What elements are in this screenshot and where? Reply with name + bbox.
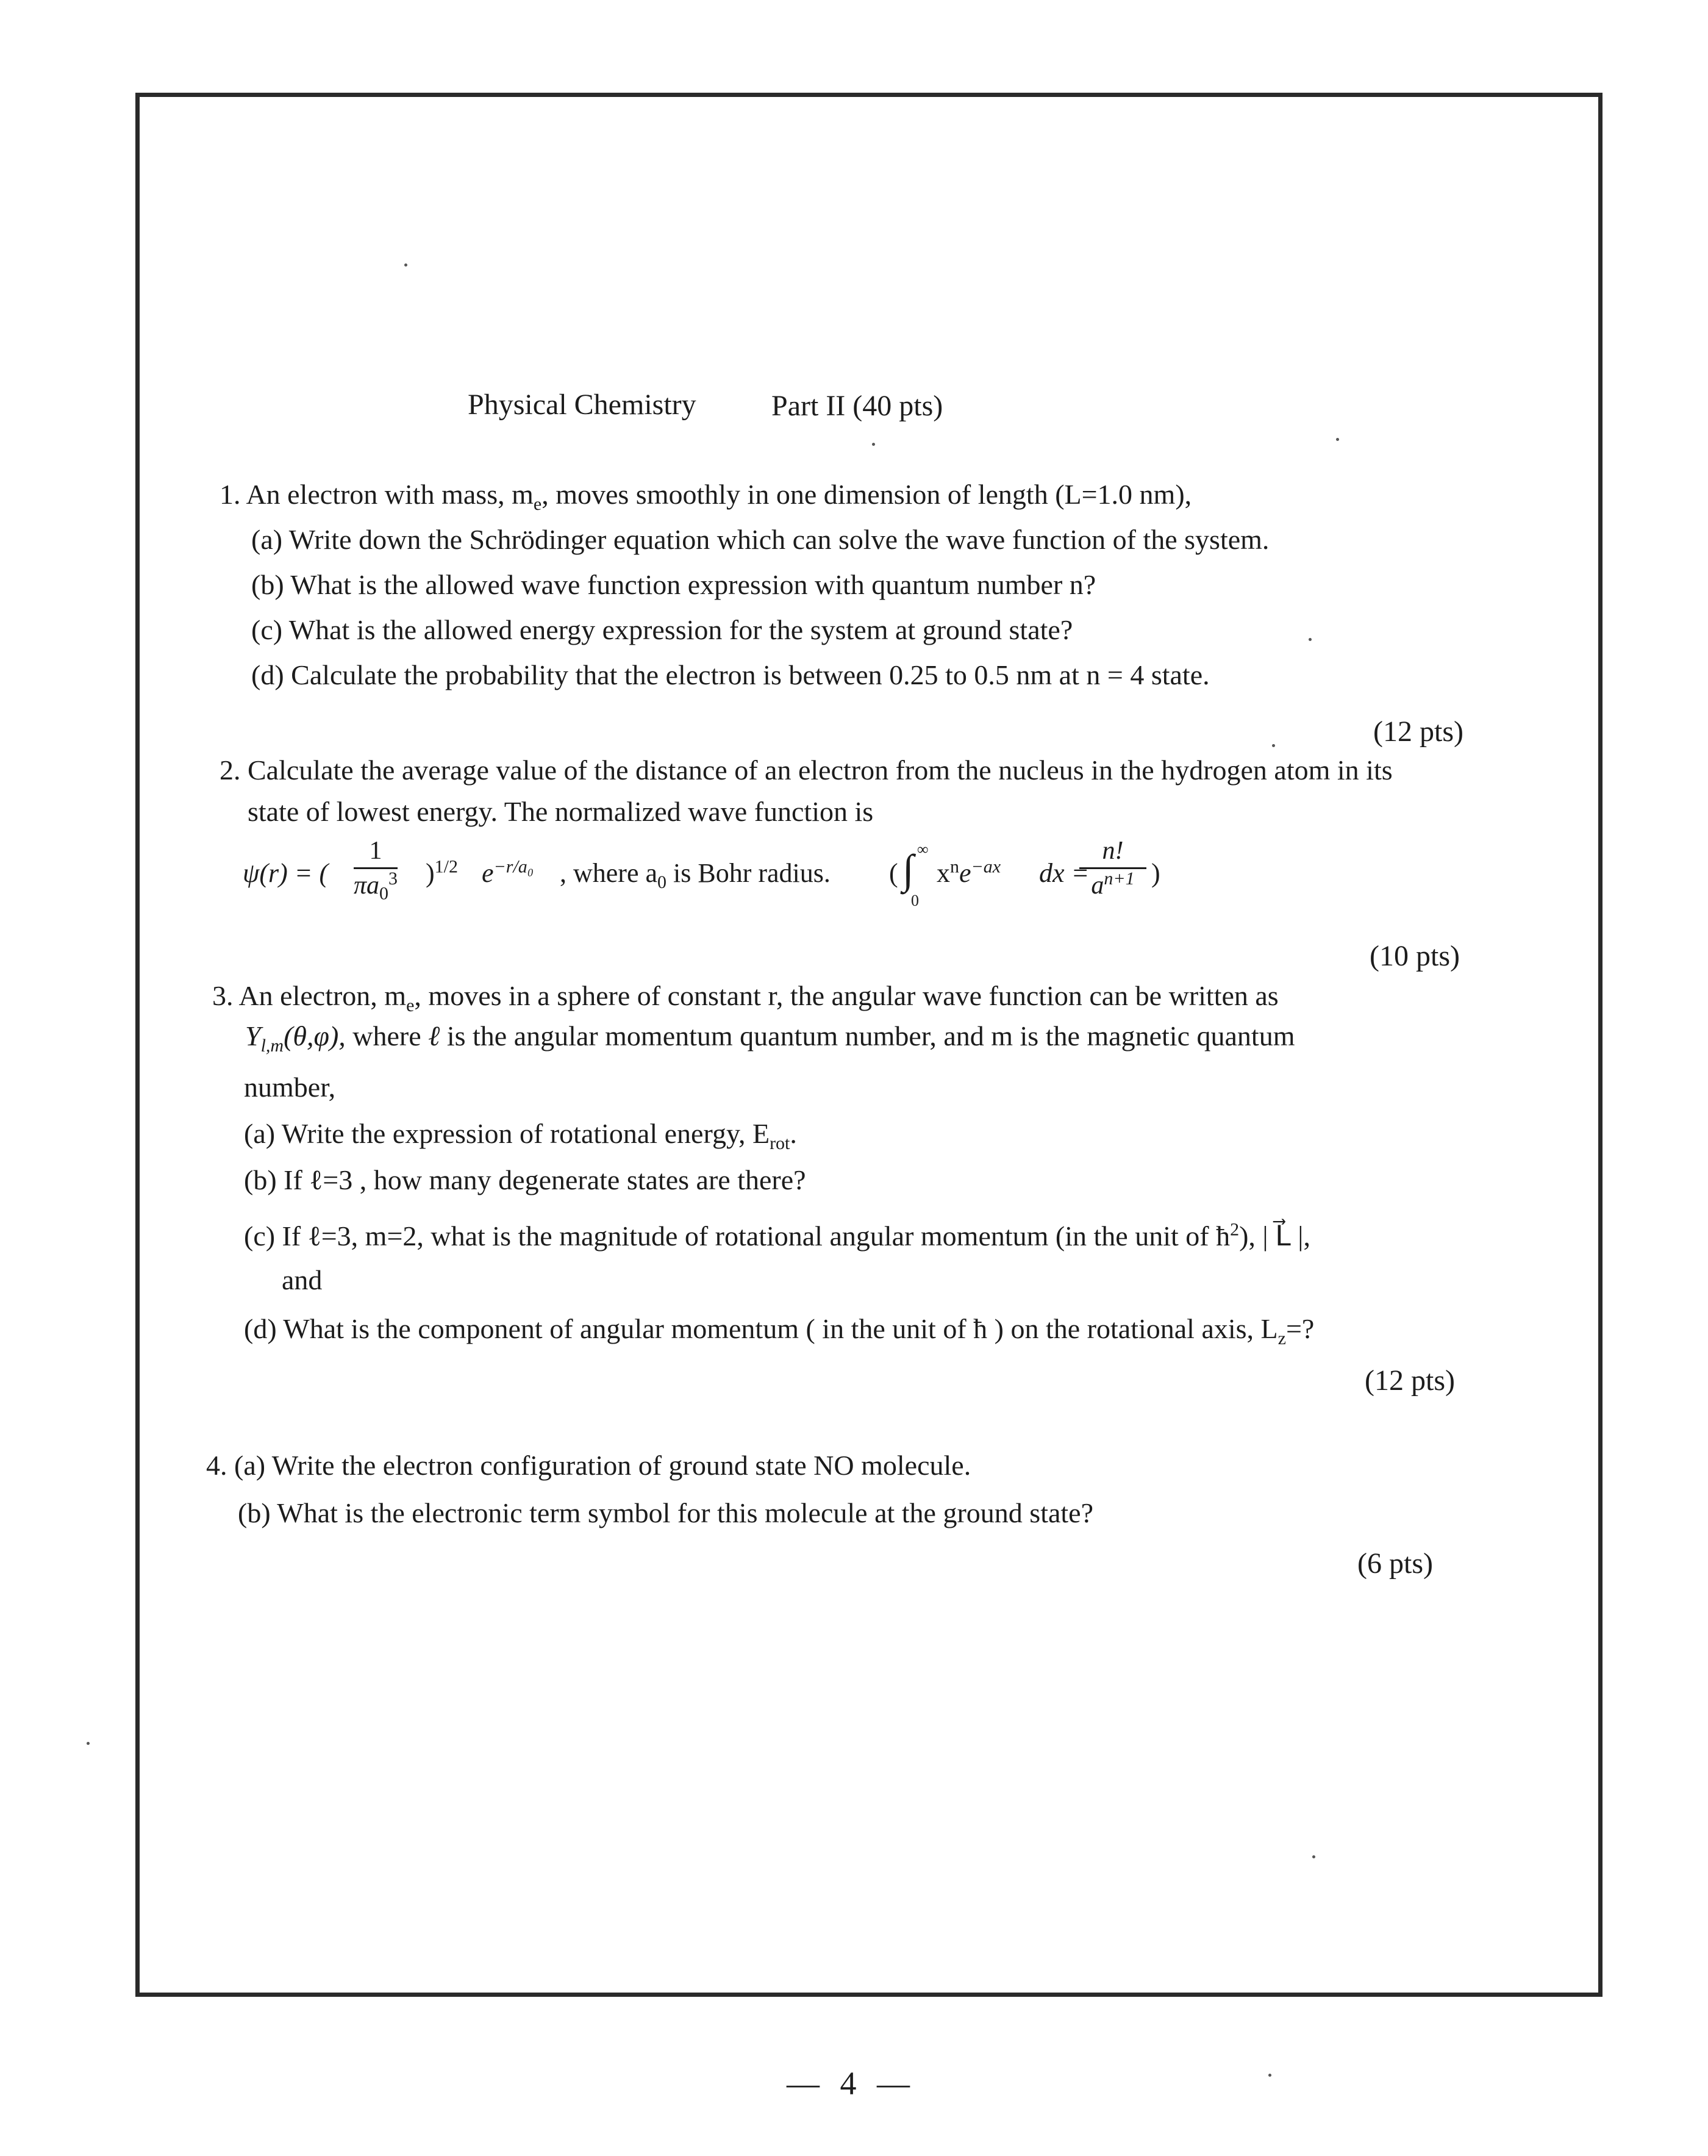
q1-points: (12 pts) — [1373, 715, 1463, 748]
scan-speck — [1268, 2074, 1271, 2077]
integral-lower-limit: 0 — [911, 892, 919, 909]
q1-part-b: (b) What is the allowed wave function expression with quantum number n? — [251, 569, 1096, 600]
formula-lhs: ψ(r) = ( — [243, 858, 329, 888]
formula-where: , where $a_0$ is Bohr radius. — [560, 858, 831, 892]
q4-points: (6 pts) — [1357, 1547, 1433, 1580]
q4-part-a: 4. (a) Write the electron configuration of ground state NO molecule. — [206, 1450, 971, 1481]
formula-exponential: $e^{-r/a_0}$ — [482, 856, 534, 888]
scan-speck — [1336, 438, 1339, 441]
q3-part-b: (b) If ℓ=3 , how many degenerate states are there? — [244, 1164, 806, 1195]
q3-line-3: number, — [244, 1072, 336, 1103]
page-number: — 4 — — [787, 2065, 916, 2102]
integral-sign: ∫ — [902, 846, 914, 892]
q3-part-a: (a) Write the expression of rotational energy, $E_{rot}$. — [244, 1118, 797, 1154]
integral-close-paren: ) — [1151, 858, 1160, 888]
formula-power: )$^{1/2}$ — [426, 856, 458, 888]
q3-line-2: $Y_{l,m}(\theta,\varphi)$, where ℓ is the angular momentum quantum number, and m is the magnetic quantum — [245, 1020, 1295, 1056]
q3-part-c-cont: and — [282, 1264, 323, 1295]
q3-line-1: 3. An electron, $m_e$, moves in a sphere of constant r, the angular wave function can be written as — [212, 980, 1279, 1016]
integral-open-paren: ( — [889, 858, 898, 888]
course-title: Physical Chemistry — [468, 389, 696, 421]
q1-stem: 1. An electron with mass, $m_e$, moves smoothly in one dimension of length (L=1.0 nm), — [220, 479, 1192, 515]
q3-part-c: (c) If ℓ=3, m=2, what is the magnitude of rotational angular momentum (in the unit of $ħ^2$), | L⃗ |, — [244, 1219, 1310, 1252]
scan-speck — [1312, 1855, 1315, 1858]
q1-part-c: (c) What is the allowed energy expression for the system at ground state? — [251, 614, 1073, 645]
scan-speck — [1309, 638, 1312, 641]
formula-fraction: 1 $\pi a_0^3$ — [354, 837, 398, 904]
q2-line-2: state of lowest energy. The normalized wave function is — [248, 796, 874, 827]
scan-speck — [404, 263, 407, 267]
q2-points: (10 pts) — [1370, 940, 1460, 972]
scan-speck — [1272, 744, 1275, 747]
scan-speck — [87, 1742, 90, 1745]
integrand: $x^ne^{-ax}$ — [937, 856, 1001, 888]
part-title: Part II (40 pts) — [771, 390, 943, 422]
q2-line-1: 2. Calculate the average value of the distance of an electron from the nucleus in the hydrogen atom in its — [220, 754, 1393, 786]
q4-part-b: (b) What is the electronic term symbol for this molecule at the ground state? — [238, 1497, 1093, 1528]
q1-part-a: (a) Write down the Schrödinger equation which can solve the wave function of the system. — [251, 524, 1270, 555]
integral-dx: dx = — [1039, 858, 1090, 888]
q1-part-d: (d) Calculate the probability that the electron is between 0.25 to 0.5 nm at n = 4 state. — [251, 659, 1210, 690]
scan-speck — [872, 443, 875, 446]
integral-upper-limit: ∞ — [917, 840, 929, 858]
wave-function-formula — [243, 837, 1218, 922]
integral-result-fraction: n! $a^{n+1}$ — [1079, 837, 1146, 900]
q3-points: (12 pts) — [1365, 1364, 1455, 1397]
q3-part-d: (d) What is the component of angular momentum ( in the unit of ħ ) on the rotational axis, $L_z=$? — [244, 1313, 1315, 1349]
